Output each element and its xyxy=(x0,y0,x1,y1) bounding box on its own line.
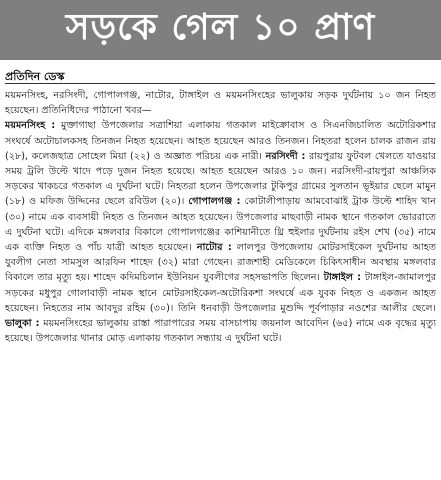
place-label: ময়মনসিংহ : xyxy=(5,120,56,132)
place-label: নাটোর : xyxy=(196,242,232,254)
article-body xyxy=(5,88,436,346)
section-text: কোটালীপাড়ায় আমবোঝাই ট্রাক উল্টে শাহিদ খান (৩০) নামে এক ব্যবসায়ী নিহত ও তিনজন আহত হয়েছেন। উপজেলার মাছবাড়ী নামক স্থানে গতকাল ভোররাতে এ দুর্ঘটনা ঘটে। এদিকে মঙ্গলবার বিকালে গোপালগঞ্জের কাশিয়ানীতে থ্রি হুইলার দুর্ঘটনায় রইস শেখ (৩৫) নামে এক ব্যক্তি নিহত ও পাঁচ যাত্রী আহত হয়েছেন। xyxy=(5,196,436,254)
section-text: রায়পুরায় ফুটবল খেলতে যাওয়ার সময় ট্রলি উল্টে খাদে পড়ে দুজন নিহত হয়েছে। আহত হয়েছেন আরও ১০ জন। নরসিংদী-রায়পুরা আঞ্চলিক সড়কের খাকচরে গতকাল এ দুর্ঘটনা ঘটে। নিহতরা হলেন উপজেলার টুকিপুর গ্রামের সুলতান ভূইয়ার ছেলে মামুন (১৮) ও মফিজ উদ্দিনের ছেলে রবিউল (২০)। xyxy=(5,150,436,208)
byline: প্রতিদিন ডেস্ক xyxy=(5,70,65,83)
section-text: লালপুর উপজেলায় মোটরসাইকেল দুর্ঘটনায় আহত যুবলীগ নেতা সামসুল আরফিন শাহেদ (৩২) মারা গেছেন। রাজশাহী মেডিকেলে চিকিৎসাধীন অবস্থায় মঙ্গলবার বিকালে তার মৃত্যু হয়। শাহেদ কদিমচিলান ইউনিয়ন যুবলীগের সহসভাপতি ছিলেন। xyxy=(5,242,436,284)
place-label: ভালুকা : xyxy=(5,318,40,330)
place-label: গোপালগঞ্জ : xyxy=(188,196,241,208)
headline: সড়কে গেল ১০ প্রাণ xyxy=(0,0,441,60)
place-label: নরসিংদী : xyxy=(265,150,306,162)
place-label: টাঙ্গাইল : xyxy=(323,272,361,284)
section-text: ময়মনসিংহের ভালুকায় রাস্তা পারাপারের সময় বাসচাপায় জয়নাল আবেদিন (৬৫) নামে এক বৃদ্ধের মৃত্যু হয়েছে। উপজেলার থানার মোড় এলাকায় গতকাল সন্ধ্যায় এ দুর্ঘটনা ঘটে। xyxy=(5,318,436,345)
section-text: মুক্তাগাছা উপজেলার সত্রাশিয়া এলাকায় গতকাল মাইক্রোবাস ও সিএনজিচালিত অটোরিকশার সংঘর্ষে অটোচালকসহ তিনজন নিহত হয়েছেন। আহত হয়েছেন আরও তিনজন। নিহতরা হলেন চালক রাজন রায় (২৮), কলেজছাত্র সোহেল মিয়া (২২) ও অজ্ঞাত পরিচয় এক নারী। xyxy=(5,120,436,162)
article-intro: ময়মনসিংহ, নরসিংদী, গোপালগঞ্জ, নাটোর, টাঙ্গাইল ও ময়মনসিংহের ভালুকায় সড়ক দুর্ঘটনায় ১০ জন নিহত হয়েছেন। প্রতিনিধিদের পাঠানো খবর— xyxy=(5,90,436,117)
article-paragraph xyxy=(5,118,436,346)
section-text: টাঙ্গাইল-জামালপুর সড়কের মধুপুর গোলাবাড়ী নামক স্থানে মোটরসাইকেল-অটোরিকশা সংঘর্ষে এক যুবক নিহত ও একজন আহত হয়েছেন। নিহতের নাম আবদুর রহিম (৩০)। তিনি ধনবাড়ী উপজেলার মুশুদ্দি পূর্বপাড়ার নওশের আলীর ছেলে। xyxy=(5,272,437,314)
byline-divider xyxy=(5,83,435,84)
